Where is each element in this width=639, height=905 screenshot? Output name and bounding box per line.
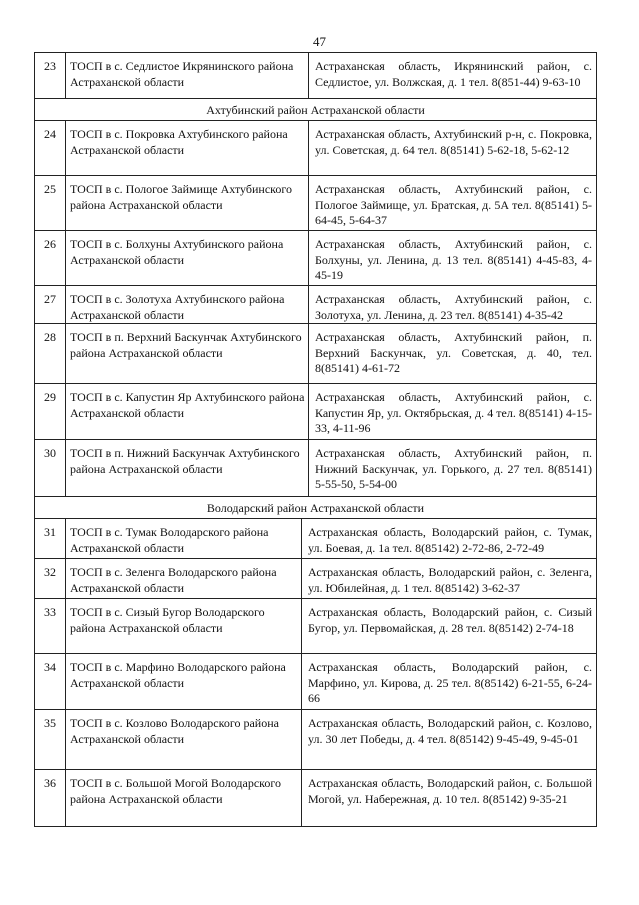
table-row <box>34 654 597 710</box>
row-number: 34 <box>44 660 56 674</box>
office-address: Астраханская область, Ахтубинский район, с. Золотуха, ул. Ленина, д. 23 тел. 8(85141) 4-35-42 <box>308 286 596 323</box>
row-number: 29 <box>44 390 56 404</box>
section-header-akhtubinsky: Ахтубинский район Астраханской области <box>34 99 597 121</box>
section-header-volodarsky: Володарский район Астраханской области <box>34 497 597 519</box>
office-address: Астраханская область, Ахтубинский р-н, с. Покровка, ул. Советская, д. 64 тел. 8(85141) 5-62-18, 5-62-12 <box>308 121 596 175</box>
office-address: Астраханская область, Икрянинский район, с. Седлистое, ул. Волжская, д. 1 тел. 8(851-44) 9-63-10 <box>308 53 596 98</box>
row-number: 24 <box>44 127 56 141</box>
offices-table <box>34 52 597 827</box>
office-name: ТОСП в с. Большой Могой Володарского района Астраханской области <box>65 770 301 826</box>
table-row <box>34 121 597 176</box>
row-number: 32 <box>44 565 56 579</box>
table-row <box>34 53 597 99</box>
table-row <box>34 324 597 384</box>
office-name: ТОСП в п. Нижний Баскунчак Ахтубинского района Астраханской области <box>65 440 308 496</box>
office-name: ТОСП в п. Верхний Баскунчак Ахтубинского района Астраханской области <box>65 324 308 383</box>
row-number: 31 <box>44 525 56 539</box>
row-number: 23 <box>44 59 56 73</box>
office-address: Астраханская область, Ахтубинский район, с. Капустин Яр, ул. Октябрьская, д. 4 тел. 8(85141) 4-15-33, 4-11-96 <box>308 384 596 439</box>
row-number: 26 <box>44 237 56 251</box>
office-address: Астраханская область, Володарский район, с. Зеленга, ул. Юбилейная, д. 1 тел. 8(85142) 3-62-37 <box>301 559 596 598</box>
office-address: Астраханская область, Ахтубинский район, с. Болхуны, ул. Ленина, д. 13 тел. 8(85141) 4-45-83, 4-45-19 <box>308 231 596 285</box>
table-row <box>34 440 597 497</box>
office-address: Астраханская область, Володарский район, с. Большой Могой, ул. Набережная, д. 10 тел. 8(85142) 9-35-21 <box>301 770 596 826</box>
table-row <box>34 286 597 324</box>
office-name: ТОСП в с. Тумак Володарского района Астраханской области <box>65 519 301 558</box>
row-number: 33 <box>44 605 56 619</box>
office-name: ТОСП в с. Седлистое Икрянинского района Астраханской области <box>65 53 308 98</box>
office-name: ТОСП в с. Покровка Ахтубинского района Астраханской области <box>65 121 308 175</box>
office-address: Астраханская область, Володарский район, с. Тумак, ул. Боевая, д. 1а тел. 8(85142) 2-72-86, 2-72-49 <box>301 519 596 558</box>
row-number: 30 <box>44 446 56 460</box>
office-name: ТОСП в с. Золотуха Ахтубинского района Астраханской области <box>65 286 308 323</box>
office-name: ТОСП в с. Зеленга Володарского района Астраханской области <box>65 559 301 598</box>
office-name: ТОСП в с. Сизый Бугор Володарского района Астраханской области <box>65 599 301 653</box>
office-address: Астраханская область, Ахтубинский район, с. Пологое Займище, ул. Братская, д. 5А тел. 8(85141) 5-64-45, 5-64-37 <box>308 176 596 230</box>
office-address: Астраханская область, Ахтубинский район, п. Верхний Баскунчак, ул. Советская, д. 40, тел. 8(85141) 4-61-72 <box>308 324 596 383</box>
table-row <box>34 710 597 770</box>
table-row <box>34 559 597 599</box>
row-number: 28 <box>44 330 56 344</box>
office-name: ТОСП в с. Капустин Яр Ахтубинского района Астраханской области <box>65 384 308 439</box>
office-address: Астраханская область, Володарский район, с. Сизый Бугор, ул. Первомайская, д. 28 тел. 8(85142) 2-74-18 <box>301 599 596 653</box>
office-name: ТОСП в с. Пологое Займище Ахтубинского района Астраханской области <box>65 176 308 230</box>
office-name: ТОСП в с. Марфино Володарского района Астраханской области <box>65 654 301 709</box>
office-address: Астраханская область, Володарский район, с. Козлово, ул. 30 лет Победы, д. 4 тел. 8(85142) 9-45-49, 9-45-01 <box>301 710 596 769</box>
row-number: 36 <box>44 776 56 790</box>
office-address: Астраханская область, Ахтубинский район, п. Нижний Баскунчак, ул. Горького, д. 27 тел. 8(85141) 5-55-50, 5-54-00 <box>308 440 596 496</box>
office-name: ТОСП в с. Козлово Володарского района Астраханской области <box>65 710 301 769</box>
page-number: 47 <box>313 34 326 49</box>
table-row <box>34 519 597 559</box>
office-address: Астраханская область, Володарский район, с. Марфино, ул. Кирова, д. 25 тел. 8(85142) 6-21-55, 6-24-66 <box>301 654 596 709</box>
table-row <box>34 599 597 654</box>
table-row <box>34 176 597 231</box>
row-number: 35 <box>44 716 56 730</box>
table-row <box>34 384 597 440</box>
row-number: 25 <box>44 182 56 196</box>
table-row <box>34 231 597 286</box>
row-number: 27 <box>44 292 56 306</box>
office-name: ТОСП в с. Болхуны Ахтубинского района Астраханской области <box>65 231 308 285</box>
table-row <box>34 770 597 827</box>
